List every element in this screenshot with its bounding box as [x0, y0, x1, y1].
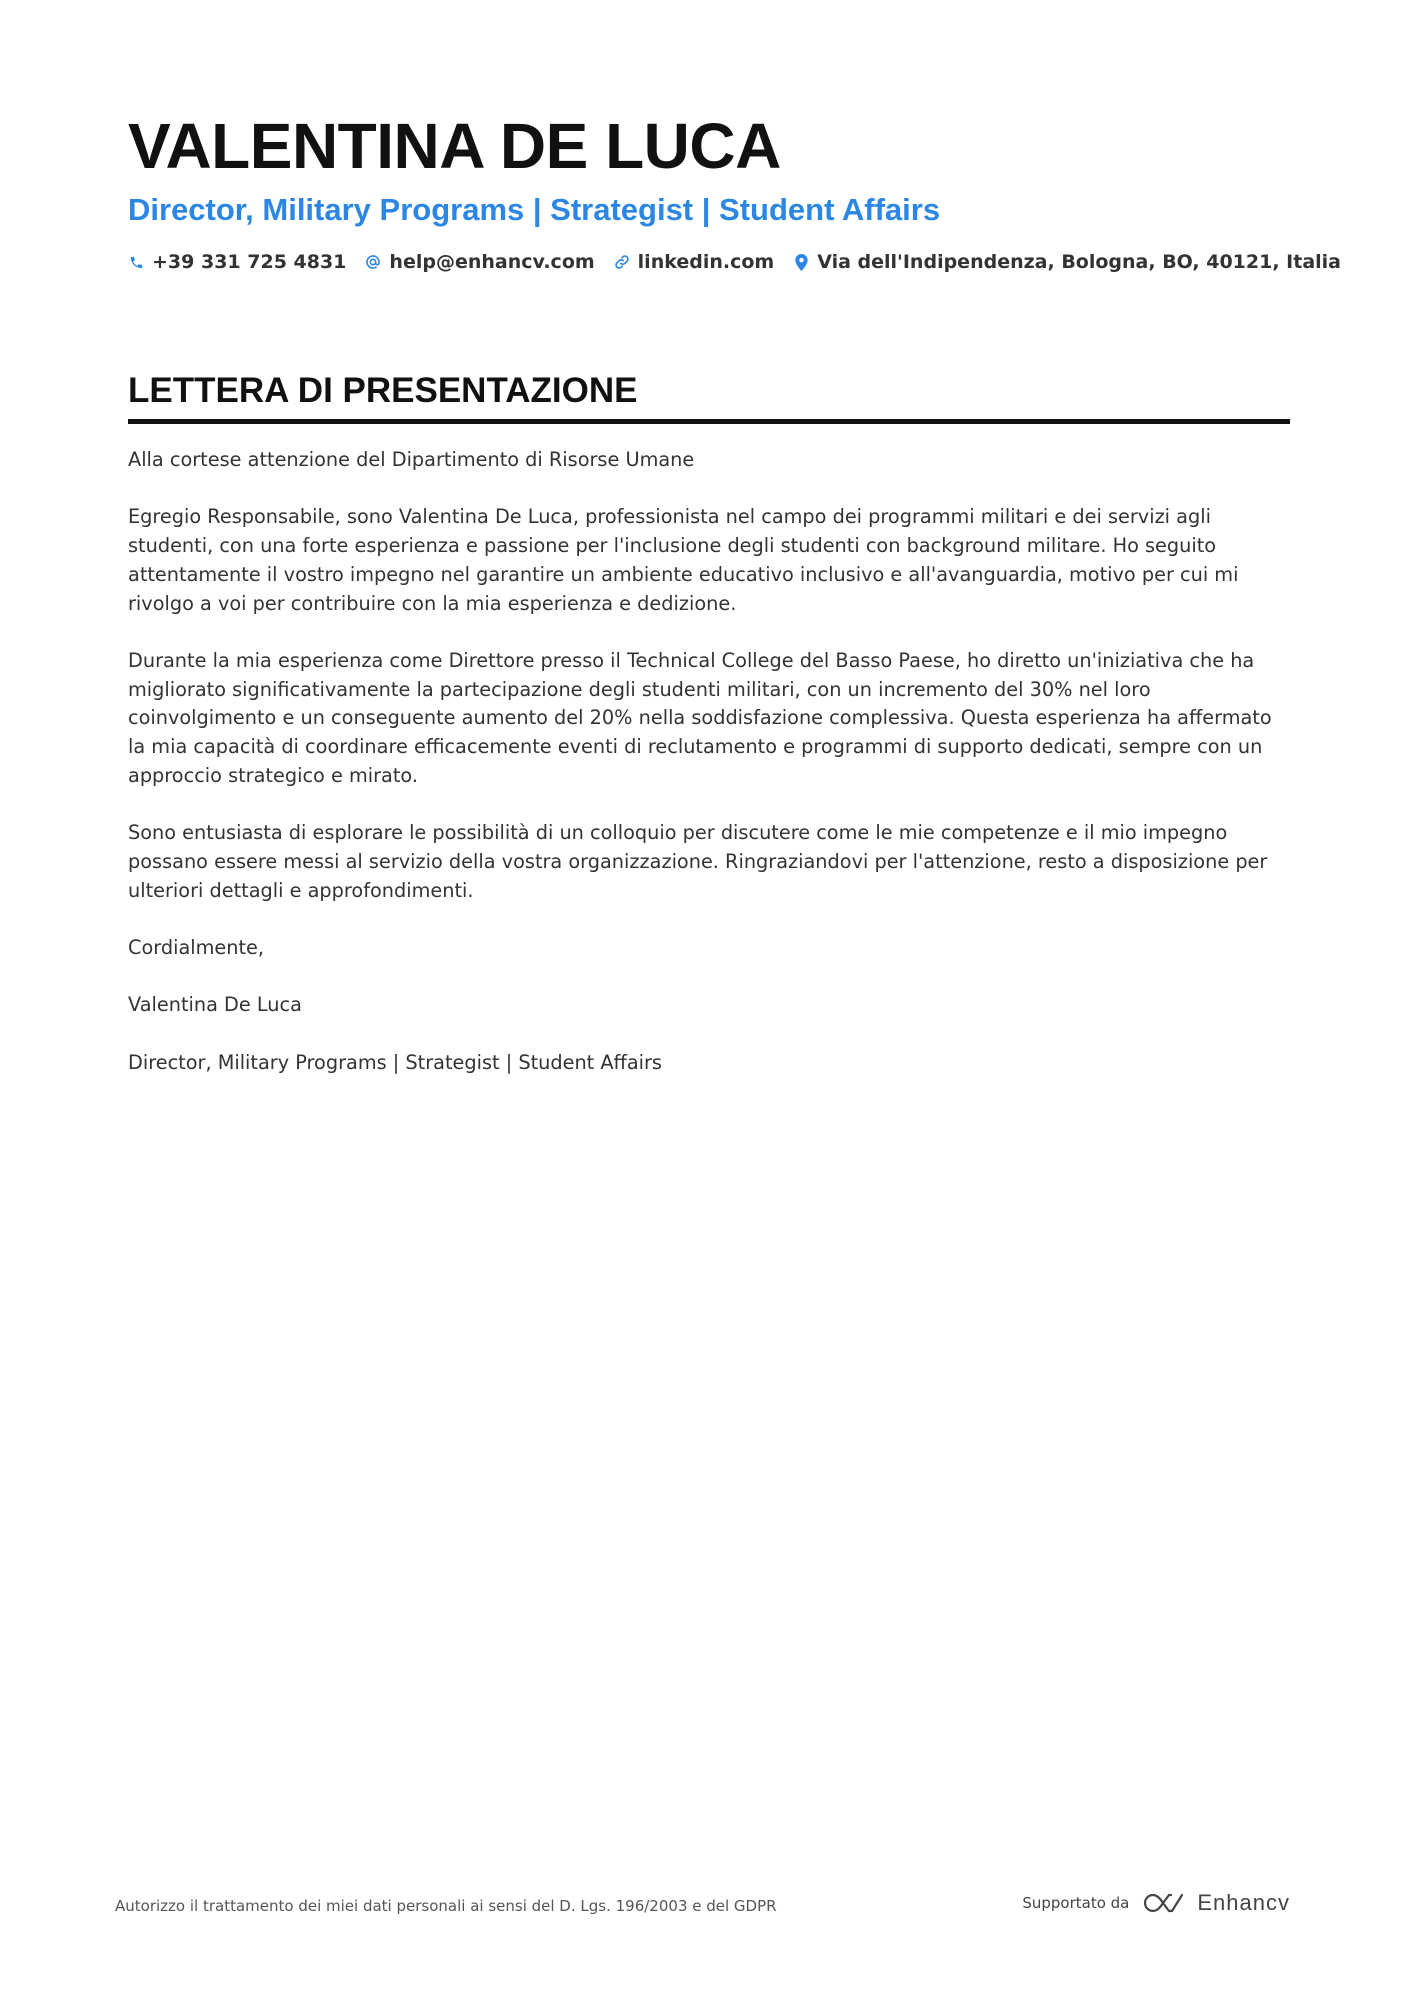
contact-phone-text: +39 331 725 4831 — [152, 251, 347, 273]
contact-phone — [128, 249, 346, 275]
phone-icon — [128, 253, 144, 271]
link-icon — [614, 253, 630, 271]
applicant-name: VALENTINA DE LUCA — [128, 110, 781, 182]
at-icon — [365, 253, 381, 271]
consent-notice: Autorizzo il trattamento dei miei dati personali ai sensi del D. Lgs. 196/2003 e del GDPR — [115, 1897, 777, 1915]
applicant-title: Director, Military Programs | Strategist | Student Affairs — [128, 192, 941, 227]
letter-paragraph: Durante la mia esperienza come Direttore presso il Technical College del Basso Paese, ho diretto un'iniziativa che ha migliorato significativamente la partecipazione degli studenti militari, con un incremento del 30% nel loro coinvolgimento e un conseguente aumento del 20% nella soddisfazione complessiva. Questa esperienza ha affermato la mia capacità di coordinare efficacemente eventi di reclutamento e programmi di supporto dedicati, sempre con un approccio strategico e mirato. — [128, 648, 1272, 787]
enhancv-brand-name: Enhancv — [1197, 1890, 1290, 1915]
letter-paragraph: Egregio Responsabile, sono Valentina De Luca, professionista nel campo dei programmi militari e dei servizi agli studenti, con una forte esperienza e passione per l'inclusione degli studenti con background militare. Ho seguito attentamente il vostro impegno nel garantire un ambiente educativo inclusivo e all'avanguardia, motivo per cui mi rivolgo a voi per contribuire con la mia esperienza e dedizione. — [128, 505, 1239, 615]
contact-address-text: Via dell'Indipendenza, Bologna, BO, 40121, Italia — [817, 251, 1341, 273]
contact-linkedin — [614, 249, 775, 275]
contact-bar — [128, 249, 1341, 275]
letter-salutation-recipient: Alla cortese attenzione del Dipartimento di Risorse Umane — [128, 448, 695, 471]
letter-body — [128, 446, 1290, 1077]
contact-address — [793, 249, 1341, 275]
contact-email — [365, 249, 594, 275]
powered-by — [1022, 1890, 1290, 1916]
contact-linkedin-text: linkedin.com — [637, 251, 775, 273]
cover-letter-page — [128, 106, 1341, 1106]
enhancv-logo-icon — [1141, 1891, 1187, 1915]
letter-closing: Cordialmente, — [128, 935, 265, 959]
letter-signature-title: Director, Military Programs | Strategist | Student Affairs — [128, 1050, 662, 1074]
letter-paragraph: Sono entusiasta di esplorare le possibilità di un colloquio per discutere come le mie competenze e il mio impegno possano essere messi al servizio della vostra organizzazione. Ringraziandovi per l'attenzione, resto a disposizione per ulteriori dettagli e approfondimenti. — [128, 821, 1268, 902]
powered-by-label: Supportato da — [1022, 1894, 1130, 1912]
contact-email-text: help@enhancv.com — [389, 251, 595, 273]
letter-signature-name: Valentina De Luca — [128, 993, 302, 1017]
location-pin-icon — [793, 253, 809, 271]
section-heading: LETTERA DI PRESENTAZIONE — [128, 371, 1290, 424]
